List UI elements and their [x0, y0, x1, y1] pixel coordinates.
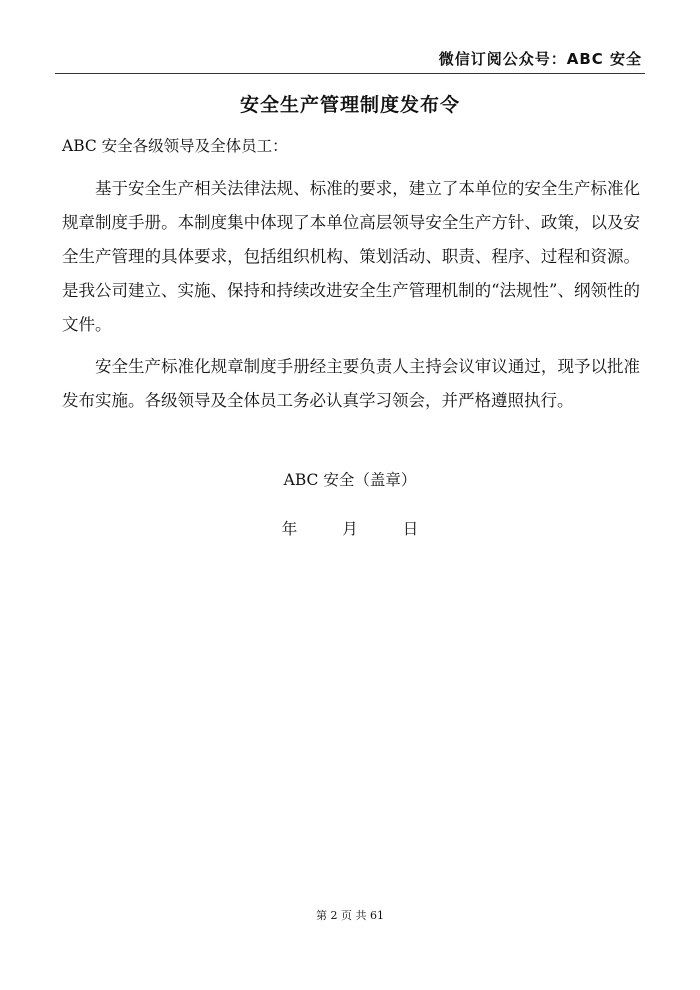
date-day-label: 日 [402, 520, 419, 538]
seal-line: ABC 安全（盖章） [283, 471, 417, 489]
header-note: 微信订阅公众号：ABC 安全 [438, 50, 642, 68]
body-paragraph-1: 基于安全生产相关法律法规、标准的要求，建立了本单位的安全生产标准化规章制度手册。本制度集中体现了本单位高层领导安全生产方针、政策，以及安全生产管理的具体要求，包括组织机构、策划活动、职责、程序、过程和资源。是我公司建立、实施、保持和持续改进安全生产管理机制的“法规性”、纲领性的文件。 [62, 179, 640, 334]
date-month-label: 月 [342, 520, 358, 538]
header-divider [55, 73, 645, 74]
date-year-label: 年 [281, 520, 298, 538]
date-line [0, 517, 700, 539]
page-number: 第 2 页 共 61 [316, 909, 384, 922]
body-paragraph-2: 安全生产标准化规章制度手册经主要负责人主持会议审议通过，现予以批准发布实施。各级领导及全体员工务必认真学习领会，并严格遵照执行。 [62, 357, 640, 410]
salutation: ABC 安全各级领导及全体员工： [62, 137, 288, 155]
document-title: 安全生产管理制度发布令 [239, 94, 460, 116]
